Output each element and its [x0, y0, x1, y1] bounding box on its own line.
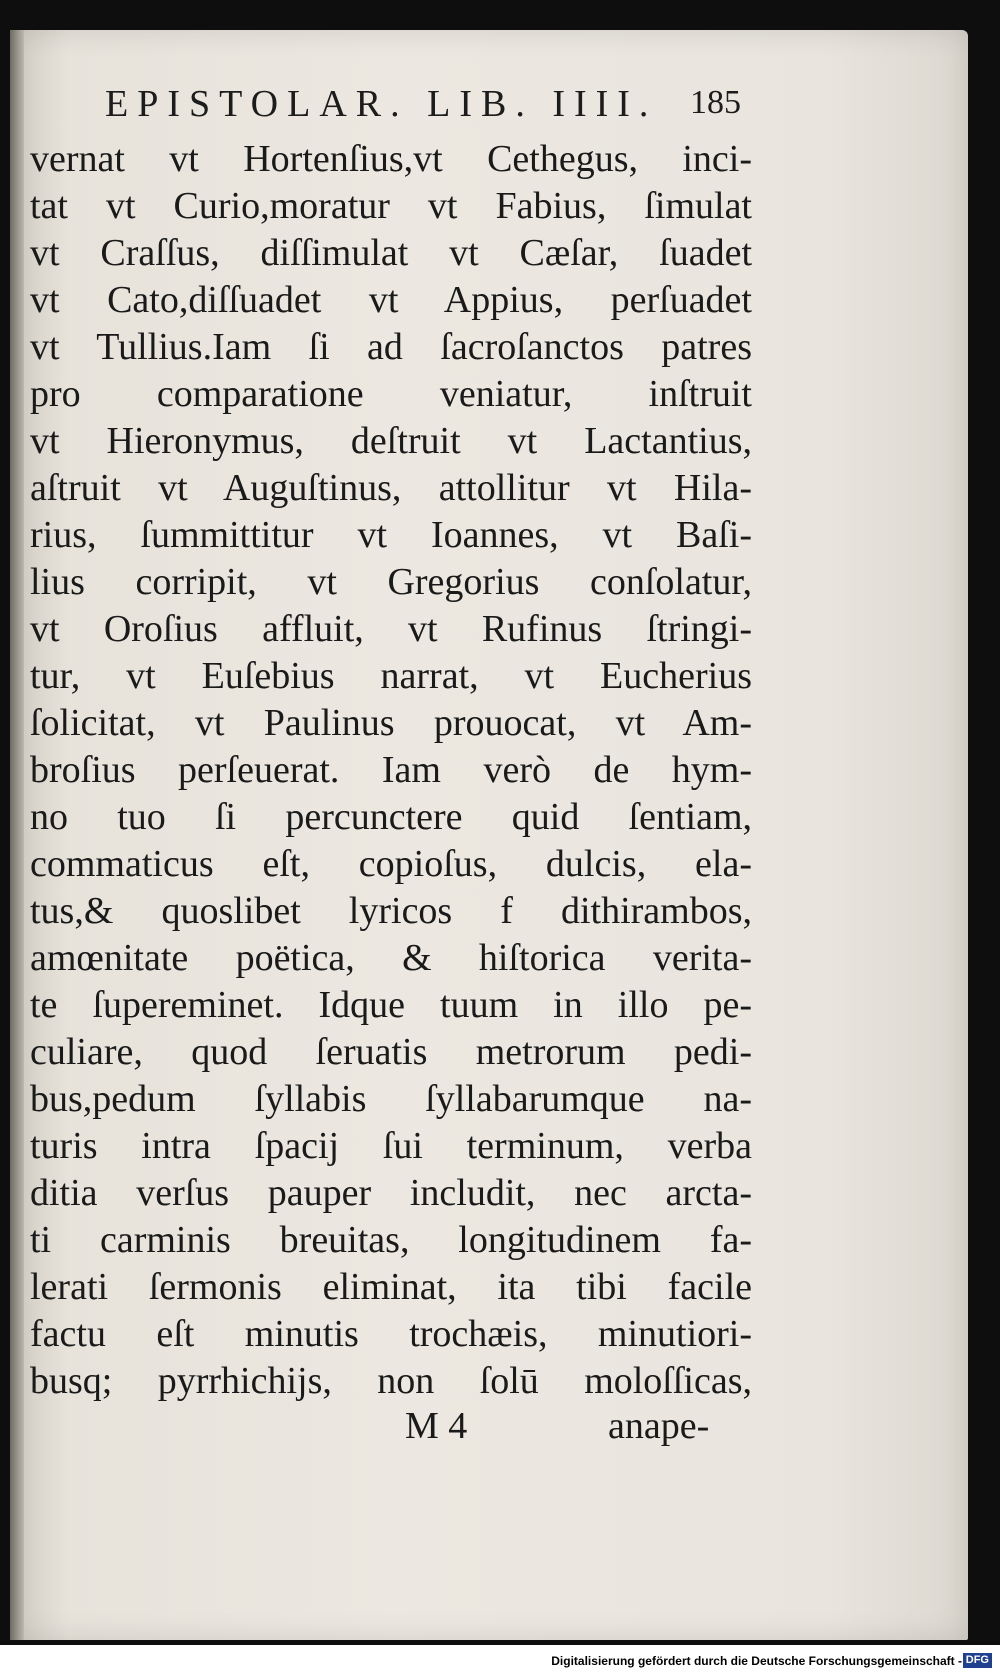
- text-line: ſolicitat, vt Paulinus prouocat, vt Am-: [30, 702, 752, 744]
- text-line: ditia verſus pauper includit, nec arcta-: [30, 1172, 752, 1214]
- page-number: 185: [690, 84, 741, 121]
- text-line: no tuo ſi percunctere quid ſentiam,: [30, 796, 752, 838]
- text-line: turis intra ſpacij ſui terminum, verba: [30, 1125, 752, 1167]
- text-line: busq; pyrrhichijs, non ſolū moloſſicas,: [30, 1360, 752, 1402]
- text-line: ti carminis breuitas, longitudinem fa-: [30, 1219, 752, 1261]
- catchline: [0, 1404, 1000, 1454]
- text-line: lius corripit, vt Gregorius conſolatur,: [30, 561, 752, 603]
- footer-credit: Digitalisierung gefördert durch die Deutsche Forschungsgemeinschaft -: [551, 1654, 962, 1668]
- text-line: commaticus eſt, copioſus, dulcis, ela-: [30, 843, 752, 885]
- text-line: tur, vt Euſebius narrat, vt Eucherius: [30, 655, 752, 697]
- dfg-logo: DFG: [963, 1653, 992, 1668]
- text-line: aſtruit vt Auguſtinus, attollitur vt Hila-: [30, 467, 752, 509]
- text-line: bus,pedum ſyllabis ſyllabarumque na-: [30, 1078, 752, 1120]
- signature-mark: M 4: [405, 1405, 468, 1447]
- text-line: pro comparatione veniatur, inſtruit: [30, 373, 752, 415]
- text-line: rius, ſummittitur vt Ioannes, vt Baſi-: [30, 514, 752, 556]
- text-line: vt Hieronymus, deſtruit vt Lactantius,: [30, 420, 752, 462]
- page-binding-edge: [10, 30, 24, 1640]
- text-line: amœnitate poëtica, & hiſtorica verita-: [30, 937, 752, 979]
- text-line: factu eſt minutis trochæis, minutiori-: [30, 1313, 752, 1355]
- text-line: vt Cato,diſſuadet vt Appius, perſuadet: [30, 279, 752, 321]
- text-line: tus,& quoslibet lyricos f dithirambos,: [30, 890, 752, 932]
- text-line: vt Craſſus, diſſimulat vt Cæſar, ſuadet: [30, 232, 752, 274]
- body-text: [30, 136, 752, 1405]
- text-line: tat vt Curio,moratur vt Fabius, ſimulat: [30, 185, 752, 227]
- page-header: [0, 82, 1000, 132]
- text-line: vernat vt Hortenſius,vt Cethegus, inci-: [30, 138, 752, 180]
- text-line: vt Oroſius affluit, vt Rufinus ſtringi-: [30, 608, 752, 650]
- running-head: EPISTOLAR. LIB. IIII.: [105, 83, 658, 125]
- text-line: lerati ſermonis eliminat, ita tibi facile: [30, 1266, 752, 1308]
- text-line: broſius perſeuerat. Iam verò de hym-: [30, 749, 752, 791]
- digitization-footer: [0, 1650, 1000, 1676]
- text-line: te ſupereminet. Idque tuum in illo pe-: [30, 984, 752, 1026]
- text-line: vt Tullius.Iam ſi ad ſacroſanctos patres: [30, 326, 752, 368]
- catchword: anape-: [608, 1405, 710, 1447]
- text-line: culiare, quod ſeruatis metrorum pedi-: [30, 1031, 752, 1073]
